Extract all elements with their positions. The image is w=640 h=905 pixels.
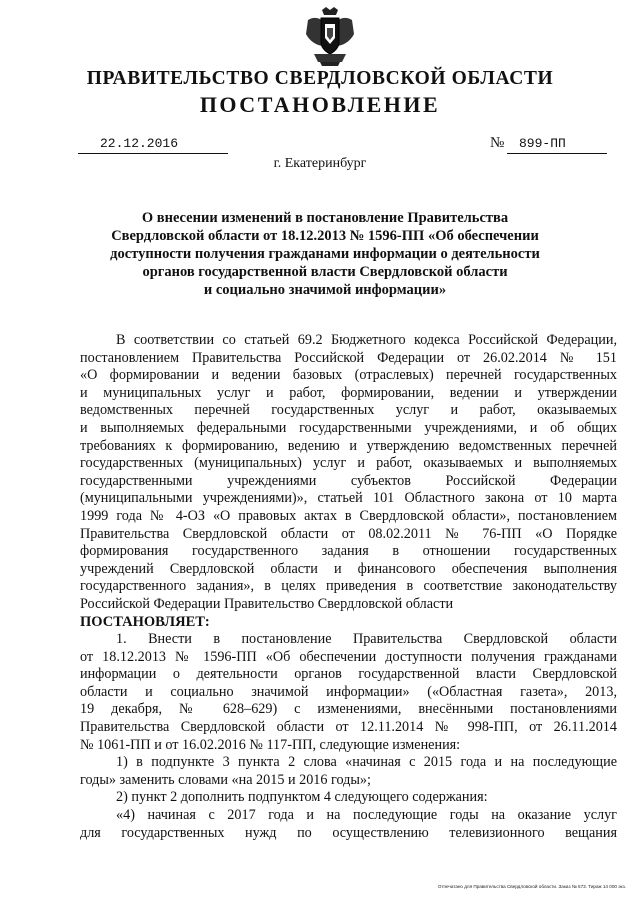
document-title	[100, 209, 550, 299]
title-line: О внесении изменений в постановление Правительства	[141, 210, 509, 226]
body-line: формирования государственного задания в отношении государственных	[80, 543, 617, 560]
body-line: «4) начиная с 2017 года и на последующие годы на оказание услуг	[116, 807, 617, 824]
body-line: учреждений Свердловской области и финансового обеспечения выполнения	[80, 560, 617, 577]
body-line: государственных (муниципальных) услуг и работ, оказываемых и выполняемых	[80, 455, 617, 472]
body-line: 1999 года № 4-ОЗ «О правовых актах в Свердловской области», постановлением	[80, 507, 617, 524]
body-line: области и социально значимой информации» («Областная газета», 2013,	[80, 683, 617, 700]
body-line: В соответствии со статьей 69.2 Бюджетного кодекса Российской Федерации,	[116, 332, 617, 348]
document-number: 899-ПП	[507, 137, 607, 154]
body-line: постановлением Правительства Российской Федерации от 26.02.2014 № 151	[80, 349, 617, 366]
body-line: и выполняемых федеральными государственными учреждениями, и об общих	[80, 419, 617, 436]
body-line: государственного задания», в целях приведения в соответствие законодательству	[80, 578, 617, 595]
body-line: и муниципальных услуг и работ, формировании, ведении и утверждении	[80, 384, 617, 401]
org-name: ПРАВИТЕЛЬСТВО СВЕРДЛОВСКОЙ ОБЛАСТИ	[86, 68, 554, 89]
body-line: информации о деятельности органов государственной власти Свердловской	[80, 666, 617, 683]
body-line: Российской Федерации Правительство Свердловской области	[80, 595, 454, 612]
body-line: ведомственных перечней государственных услуг и работ, оказываемых	[80, 402, 617, 419]
document-body	[80, 332, 617, 842]
body-line: годы» заменить словами «на 2015 и 2016 годы»;	[80, 771, 371, 788]
body-line: от 18.12.2013 № 1596-ПП «Об обеспечении доступности получения гражданами	[80, 648, 617, 665]
body-line: 2) пункт 2 дополнить подпунктом 4 следующего содержания:	[116, 789, 488, 806]
body-line: государственными учреждениями субъектов Российской Федерации	[80, 472, 617, 489]
body-line: Правительства Свердловской области от 12.11.2014 № 998-ПП, от 26.11.2014	[80, 719, 617, 736]
body-line: 19 декабря, № 628–629) с изменениями, внесёнными постановлениями	[80, 701, 617, 718]
title-line: доступности получения гражданами информации о деятельности	[110, 246, 540, 262]
resolve-heading: ПОСТАНОВЛЯЕТ:	[80, 613, 210, 630]
title-line: Свердловской области от 18.12.2013 № 1596-ПП «Об обеспечении	[111, 228, 539, 244]
title-line: органов государственной власти Свердловской области	[142, 264, 508, 280]
body-line: (муниципальными учреждениями)», статьей 101 Областного закона от 10 марта	[80, 490, 617, 507]
city: г. Екатеринбург	[273, 156, 367, 171]
document-date: 22.12.2016	[78, 137, 228, 154]
body-line: «О формировании и ведении базовых (отраслевых) перечней государственных	[80, 367, 617, 384]
body-line: требованиях к формированию, ведению и утверждению ведомственных перечней	[80, 437, 617, 454]
body-line: для государственных нужд по осуществлению телевизионного вещания	[80, 824, 617, 841]
coat-of-arms-icon	[300, 6, 360, 68]
body-line: № 1061-ПП и от 16.02.2016 № 117-ПП, следующие изменения:	[80, 736, 461, 753]
body-line: 1. Внести в постановление Правительства Свердловской области	[116, 631, 617, 648]
body-line: Правительства Свердловской области от 08.02.2011 № 76-ПП «О Порядке	[80, 525, 617, 542]
body-line: 1) в подпункте 3 пункта 2 слова «начиная с 2015 года и на последующие	[116, 754, 617, 771]
document-type: ПОСТАНОВЛЕНИЕ	[199, 92, 441, 117]
print-footer: Отпечатано для Правительства Свердловской области. Заказ № 573. Тираж 14 000 экз.	[437, 884, 626, 889]
number-label: №	[490, 135, 505, 151]
title-line: и социально значимой информации»	[203, 282, 447, 298]
